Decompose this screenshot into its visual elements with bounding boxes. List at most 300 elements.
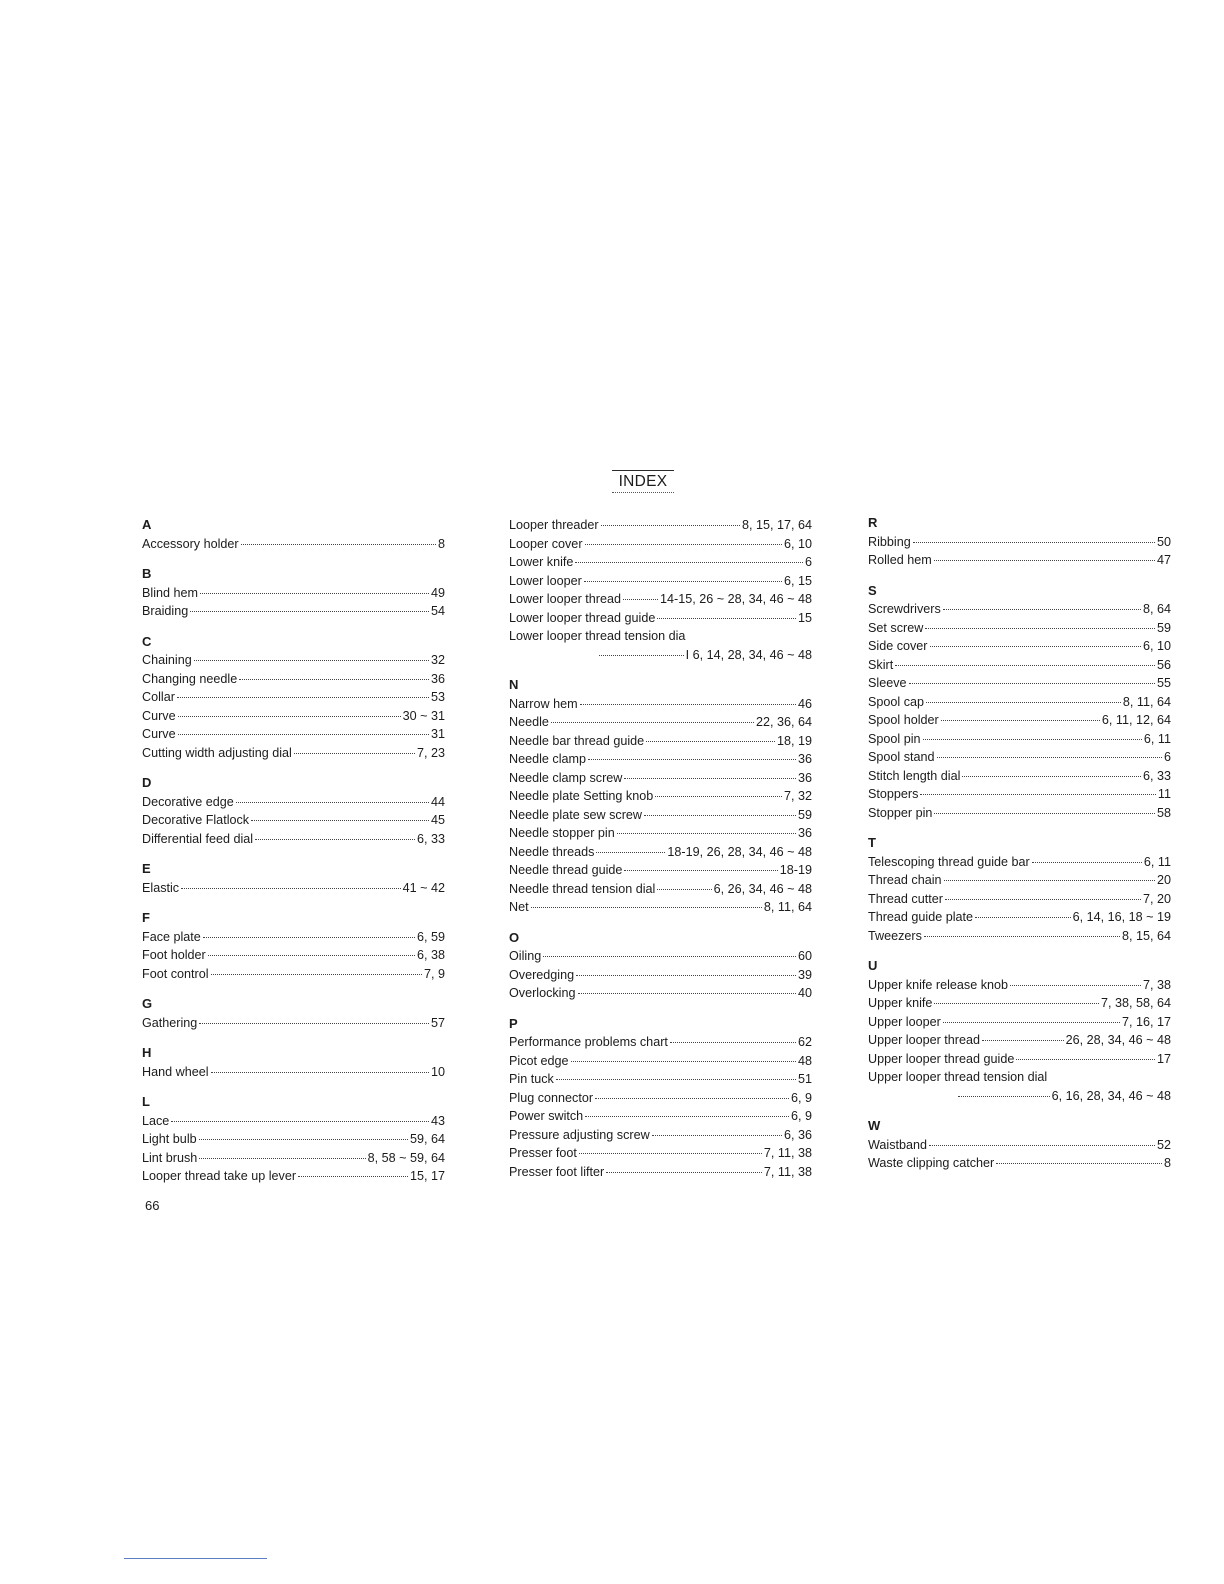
- dot-leader: [199, 1158, 365, 1159]
- index-section: [509, 516, 812, 664]
- dot-leader: [996, 1163, 1162, 1164]
- entry-pages: 8: [437, 536, 445, 551]
- dot-leader: [181, 888, 401, 889]
- section-letter: L: [142, 1094, 150, 1109]
- index-section: [142, 860, 445, 897]
- section-letter: W: [868, 1118, 881, 1133]
- dot-leader: [578, 993, 796, 994]
- dot-leader: [588, 759, 796, 760]
- index-entry: [509, 824, 812, 843]
- index-entry: [142, 811, 445, 830]
- index-entry: [868, 674, 1171, 693]
- index-entry: [509, 806, 812, 825]
- entry-term: Chaining: [142, 653, 192, 667]
- dot-leader: [1016, 1059, 1155, 1060]
- index-entry: [509, 627, 812, 646]
- entry-term: Lower knife: [509, 555, 574, 569]
- entry-term: Spool holder: [868, 713, 939, 727]
- dot-leader: [962, 776, 1141, 777]
- index-entry: [868, 656, 1171, 675]
- index-entry: [868, 748, 1171, 767]
- index-entry: [509, 769, 812, 788]
- dot-leader: [624, 870, 777, 871]
- section-letter: B: [142, 566, 152, 581]
- dot-leader: [606, 1172, 762, 1173]
- entry-pages: 7, 23: [416, 745, 445, 760]
- dot-leader: [251, 820, 429, 821]
- index-entry: [868, 711, 1171, 730]
- index-entry: [509, 535, 812, 554]
- index-entry: [142, 651, 445, 670]
- dot-leader: [190, 611, 429, 612]
- entry-pages: 7, 16, 17: [1121, 1014, 1171, 1029]
- entry-pages: 54: [430, 604, 445, 618]
- index-entry: [868, 1136, 1171, 1155]
- dot-leader: [943, 609, 1141, 610]
- index-entry: [868, 853, 1171, 872]
- entry-term: Foot holder: [142, 948, 206, 962]
- index-entry: [509, 553, 812, 572]
- dot-leader: [644, 815, 796, 816]
- dot-leader: [200, 593, 429, 594]
- index-column-3: [868, 514, 1171, 1185]
- entry-term: Net: [509, 900, 529, 914]
- dot-leader: [652, 1135, 782, 1136]
- dot-leader: [211, 974, 422, 975]
- entry-pages: 8, 58 ~ 59, 64: [367, 1150, 445, 1165]
- entry-pages: 7, 11, 38: [763, 1164, 812, 1179]
- section-letter: F: [142, 910, 150, 925]
- index-section: [509, 1015, 812, 1182]
- index-entry: [142, 1149, 445, 1168]
- entry-term: Lint brush: [142, 1150, 198, 1165]
- entry-pages: 8: [1163, 1156, 1171, 1170]
- index-entry: [142, 1112, 445, 1131]
- index-entry: [142, 946, 445, 965]
- dot-leader: [624, 778, 796, 779]
- index-entry: [868, 1154, 1171, 1173]
- dot-leader: [177, 697, 429, 698]
- entry-term: Set screw: [868, 620, 924, 635]
- entry-term: Needle threads: [509, 844, 595, 859]
- entry-pages: 6, 9: [790, 1109, 812, 1123]
- entry-pages: 22, 36, 64: [755, 715, 812, 729]
- dot-leader: [194, 660, 429, 661]
- index-entry: [142, 602, 445, 621]
- dot-leader: [595, 1098, 789, 1099]
- entry-term: Needle plate Setting knob: [509, 789, 654, 803]
- entry-term: Differential feed dial: [142, 831, 254, 846]
- dot-leader: [585, 544, 782, 545]
- index-entry: [509, 1163, 812, 1182]
- entry-pages: 59, 64: [409, 1132, 445, 1146]
- entry-pages: 44: [430, 794, 445, 809]
- entry-pages: 60: [797, 949, 812, 963]
- index-entry: [142, 1014, 445, 1033]
- entry-term: Upper looper thread: [868, 1033, 981, 1047]
- entry-pages: 7, 38: [1142, 977, 1171, 992]
- dot-leader: [617, 833, 796, 834]
- index-entry: [868, 908, 1171, 927]
- entry-pages: 6, 11, 12, 64: [1101, 713, 1171, 727]
- dot-leader: [584, 581, 782, 582]
- entry-pages: 32: [430, 653, 445, 667]
- dot-leader: [596, 852, 665, 853]
- entry-pages: 6, 15: [783, 573, 812, 588]
- dot-leader: [298, 1176, 408, 1177]
- entry-pages: 57: [430, 1015, 445, 1030]
- dot-leader: [239, 679, 429, 680]
- entry-pages: 8, 11, 64: [1122, 694, 1171, 709]
- dot-leader: [934, 813, 1155, 814]
- entry-pages: 47: [1156, 553, 1171, 567]
- entry-term: Stopper pin: [868, 805, 933, 820]
- entry-pages: 15, 17: [409, 1169, 445, 1183]
- index-entry: [868, 785, 1171, 804]
- entry-pages: 51: [797, 1072, 812, 1086]
- entry-pages: 20: [1156, 873, 1171, 887]
- dot-leader: [199, 1023, 429, 1024]
- entry-term: Changing needle: [142, 671, 238, 686]
- entry-pages: 31: [430, 727, 445, 741]
- entry-pages: 6, 10: [1142, 639, 1171, 653]
- footer-rule: [124, 1558, 267, 1559]
- entry-pages: 6, 16, 28, 34, 46 ~ 48: [1051, 1088, 1171, 1103]
- dot-leader: [655, 796, 782, 797]
- index-entry: [142, 535, 445, 554]
- dot-leader: [203, 937, 415, 938]
- section-letter: O: [509, 929, 520, 945]
- index-section: [509, 929, 812, 1003]
- entry-term: Side cover: [868, 639, 928, 653]
- entry-term: Lower looper: [509, 573, 582, 588]
- entry-pages: 46: [797, 696, 812, 711]
- index-section: [142, 1044, 445, 1081]
- entry-pages: 8, 15, 64: [1121, 928, 1171, 943]
- entry-term: Light bulb: [142, 1132, 197, 1146]
- index-entry: [509, 516, 812, 535]
- entry-term: Looper threader: [509, 518, 599, 532]
- entry-term: Needle clamp: [509, 752, 587, 766]
- dot-leader: [937, 757, 1162, 758]
- dot-leader: [178, 734, 429, 735]
- page-number: 66: [145, 1198, 160, 1213]
- dot-leader: [657, 618, 796, 619]
- index-section: [868, 834, 1171, 945]
- index-entry: [868, 1087, 1171, 1106]
- dot-leader: [171, 1121, 429, 1122]
- index-section: [142, 995, 445, 1032]
- entry-term: Waistband: [868, 1137, 928, 1152]
- index-entry: [868, 637, 1171, 656]
- entry-pages: 55: [1156, 676, 1171, 690]
- entry-pages: 6, 9: [790, 1090, 812, 1105]
- dot-leader: [236, 802, 429, 803]
- index-entry: [509, 984, 812, 1003]
- entry-term: Needle: [509, 715, 549, 729]
- index-section: [868, 514, 1171, 570]
- section-letter: T: [868, 835, 876, 850]
- entry-term: Tweezers: [868, 928, 922, 943]
- dot-leader: [945, 899, 1141, 900]
- entry-pages: 15: [797, 610, 812, 625]
- index-entry: [509, 590, 812, 609]
- entry-pages: 7, 11, 38: [763, 1146, 812, 1160]
- dot-leader: [895, 665, 1155, 666]
- dot-leader: [178, 716, 401, 717]
- entry-pages: 6, 10: [783, 536, 812, 551]
- dot-leader: [255, 839, 415, 840]
- entry-pages: 18-19: [779, 863, 812, 877]
- entry-pages: 62: [797, 1035, 812, 1049]
- entry-term: Curve: [142, 708, 176, 723]
- entry-term: Face plate: [142, 929, 201, 944]
- index-entry: [509, 1070, 812, 1089]
- entry-pages: 49: [430, 585, 445, 600]
- entry-term: Screwdrivers: [868, 602, 941, 616]
- entry-pages: 6, 33: [416, 831, 445, 846]
- dot-leader: [531, 907, 762, 908]
- index-entry: [868, 619, 1171, 638]
- entry-term: Upper looper: [868, 1014, 941, 1029]
- index-section: [142, 909, 445, 983]
- index-entry: [868, 1068, 1171, 1087]
- entry-term: Needle plate sew screw: [509, 807, 642, 822]
- dot-leader: [575, 562, 803, 563]
- index-entry: [509, 1144, 812, 1163]
- entry-pages: 48: [797, 1053, 812, 1068]
- index-entry: [868, 976, 1171, 995]
- entry-pages: 6, 33: [1142, 768, 1171, 783]
- entry-pages: 14-15, 26 ~ 28, 34, 46 ~ 48: [660, 592, 812, 606]
- entry-pages: 36: [797, 826, 812, 840]
- entry-pages: 17: [1156, 1051, 1171, 1066]
- entry-pages: 6, 38: [416, 948, 445, 962]
- entry-pages: 43: [430, 1113, 445, 1128]
- index-entry: [142, 1130, 445, 1149]
- index-entry: [509, 1033, 812, 1052]
- entry-pages: 6, 11: [1143, 731, 1171, 746]
- entry-term: Collar: [142, 690, 175, 704]
- entry-pages: 41 ~ 42: [402, 880, 445, 895]
- index-entry: [868, 1050, 1171, 1069]
- entry-term: Spool cap: [868, 694, 925, 709]
- entry-term: Needle clamp screw: [509, 770, 623, 785]
- entry-term: Braiding: [142, 604, 189, 618]
- dot-leader: [601, 525, 740, 526]
- dot-leader: [556, 1079, 796, 1080]
- entry-term: Waste clipping catcher: [868, 1156, 995, 1170]
- entry-term: Rolled hem: [868, 553, 932, 567]
- entry-term: Telescoping thread guide bar: [868, 854, 1030, 869]
- dot-leader: [941, 720, 1100, 721]
- dot-leader: [543, 956, 796, 957]
- entry-term: Thread cutter: [868, 891, 943, 906]
- index-entry: [142, 965, 445, 984]
- dot-leader: [208, 955, 415, 956]
- entry-pages: I 6, 14, 28, 34, 46 ~ 48: [685, 647, 812, 662]
- index-entry: [509, 880, 812, 899]
- dot-leader: [982, 1040, 1064, 1041]
- entry-term: Lower looper thread tension dia: [509, 629, 686, 643]
- dot-leader: [975, 917, 1071, 918]
- entry-term: Skirt: [868, 657, 894, 672]
- dot-leader: [580, 704, 796, 705]
- entry-pages: 36: [797, 752, 812, 766]
- entry-pages: 50: [1156, 534, 1171, 549]
- section-letter: U: [868, 958, 878, 973]
- section-letter: C: [142, 633, 152, 649]
- dot-leader: [923, 739, 1142, 740]
- index-entry: [142, 725, 445, 744]
- entry-pages: 7, 32: [783, 789, 812, 803]
- entry-pages: 6, 26, 34, 46 ~ 48: [713, 881, 812, 896]
- index-entry: [509, 966, 812, 985]
- entry-pages: 18, 19: [776, 733, 812, 748]
- entry-pages: 6: [804, 555, 812, 569]
- entry-term: Hand wheel: [142, 1064, 209, 1079]
- dot-leader: [579, 1153, 762, 1154]
- index-entry: [868, 1031, 1171, 1050]
- entry-pages: 56: [1156, 657, 1171, 672]
- index-section: [142, 774, 445, 848]
- entry-term: Stoppers: [868, 787, 919, 801]
- dot-leader: [958, 1096, 1050, 1097]
- index-entry: [868, 1013, 1171, 1032]
- index-entry: [509, 843, 812, 862]
- entry-pages: 6, 11: [1143, 854, 1171, 869]
- index-entry: [509, 572, 812, 591]
- dot-leader: [934, 560, 1155, 561]
- entry-pages: 45: [430, 813, 445, 827]
- index-section: [868, 1117, 1171, 1173]
- section-letter: D: [142, 775, 152, 790]
- entry-term: Looper thread take up lever: [142, 1169, 297, 1183]
- entry-pages: 39: [797, 967, 812, 982]
- entry-term: Picot edge: [509, 1053, 569, 1068]
- index-entry: [509, 787, 812, 806]
- index-entry: [142, 793, 445, 812]
- index-entry: [509, 646, 812, 665]
- entry-term: Stitch length dial: [868, 768, 961, 783]
- index-section: [142, 565, 445, 621]
- entry-term: Upper knife release knob: [868, 977, 1009, 992]
- entry-term: Cutting width adjusting dial: [142, 745, 292, 760]
- section-letter: S: [868, 582, 877, 598]
- entry-pages: 8, 11, 64: [763, 900, 812, 914]
- dot-leader: [934, 1003, 1099, 1004]
- entry-term: Looper cover: [509, 536, 583, 551]
- dot-leader: [571, 1061, 796, 1062]
- section-letter: G: [142, 996, 153, 1011]
- index-column-2: [509, 516, 812, 1193]
- entry-pages: 58: [1156, 805, 1171, 820]
- entry-term: Curve: [142, 727, 176, 741]
- index-entry: [868, 693, 1171, 712]
- index-entry: [868, 871, 1171, 890]
- entry-term: Sleeve: [868, 676, 907, 690]
- entry-term: Plug connector: [509, 1090, 594, 1105]
- index-entry: [868, 533, 1171, 552]
- dot-leader: [623, 599, 658, 600]
- index-entry: [868, 767, 1171, 786]
- entry-pages: 6: [1163, 750, 1171, 764]
- index-entry: [509, 898, 812, 917]
- section-letter: N: [509, 677, 519, 692]
- entry-pages: 53: [430, 690, 445, 704]
- index-entry: [142, 584, 445, 603]
- entry-pages: 6, 36: [783, 1127, 812, 1142]
- index-entry: [509, 1089, 812, 1108]
- dot-leader: [925, 628, 1155, 629]
- dot-leader: [943, 1022, 1120, 1023]
- entry-pages: 7, 9: [423, 966, 445, 981]
- dot-leader: [646, 741, 775, 742]
- index-entry: [142, 744, 445, 763]
- index-entry: [868, 994, 1171, 1013]
- dot-leader: [585, 1116, 789, 1117]
- entry-pages: 59: [1156, 620, 1171, 635]
- section-letter: A: [142, 517, 152, 532]
- entry-term: Ribbing: [868, 534, 911, 549]
- index-entry: [142, 879, 445, 898]
- entry-term: Power switch: [509, 1109, 584, 1123]
- dot-leader: [670, 1042, 796, 1043]
- dot-leader: [926, 702, 1121, 703]
- entry-term: Upper looper thread tension dial: [868, 1070, 1048, 1084]
- index-entry: [142, 1063, 445, 1082]
- index-entry: [868, 730, 1171, 749]
- index-entry: [509, 609, 812, 628]
- index-entry: [509, 732, 812, 751]
- entry-pages: 36: [797, 770, 812, 785]
- entry-term: Elastic: [142, 880, 180, 895]
- index-entry: [868, 890, 1171, 909]
- dot-leader: [657, 889, 711, 890]
- dot-leader: [551, 722, 754, 723]
- index-entry: [509, 1052, 812, 1071]
- entry-term: Foot control: [142, 966, 209, 981]
- dot-leader: [576, 975, 796, 976]
- index-entry: [509, 750, 812, 769]
- entry-term: Overedging: [509, 967, 575, 982]
- index-section: [868, 957, 1171, 1105]
- entry-term: Oiling: [509, 949, 542, 963]
- index-entry: [509, 695, 812, 714]
- entry-term: Pressure adjusting screw: [509, 1127, 650, 1142]
- index-section: [868, 582, 1171, 823]
- dot-leader: [599, 655, 684, 656]
- entry-pages: 11: [1157, 787, 1171, 801]
- entry-term: Presser foot lifter: [509, 1164, 605, 1179]
- index-entry: [509, 1107, 812, 1126]
- section-letter: H: [142, 1045, 152, 1060]
- entry-pages: 26, 28, 34, 46 ~ 48: [1065, 1033, 1171, 1047]
- index-entry: [142, 830, 445, 849]
- entry-term: Needle thread tension dial: [509, 881, 656, 896]
- index-section: [142, 633, 445, 763]
- index-entry: [509, 713, 812, 732]
- dot-leader: [909, 683, 1155, 684]
- entry-term: Needle stopper pin: [509, 826, 615, 840]
- entry-pages: 7, 20: [1142, 891, 1171, 906]
- entry-term: Decorative edge: [142, 794, 234, 809]
- entry-pages: 40: [797, 986, 812, 1000]
- entry-term: Thread guide plate: [868, 910, 974, 924]
- entry-term: Spool stand: [868, 750, 935, 764]
- section-letter: E: [142, 861, 151, 876]
- entry-pages: 6, 14, 16, 18 ~ 19: [1072, 910, 1171, 924]
